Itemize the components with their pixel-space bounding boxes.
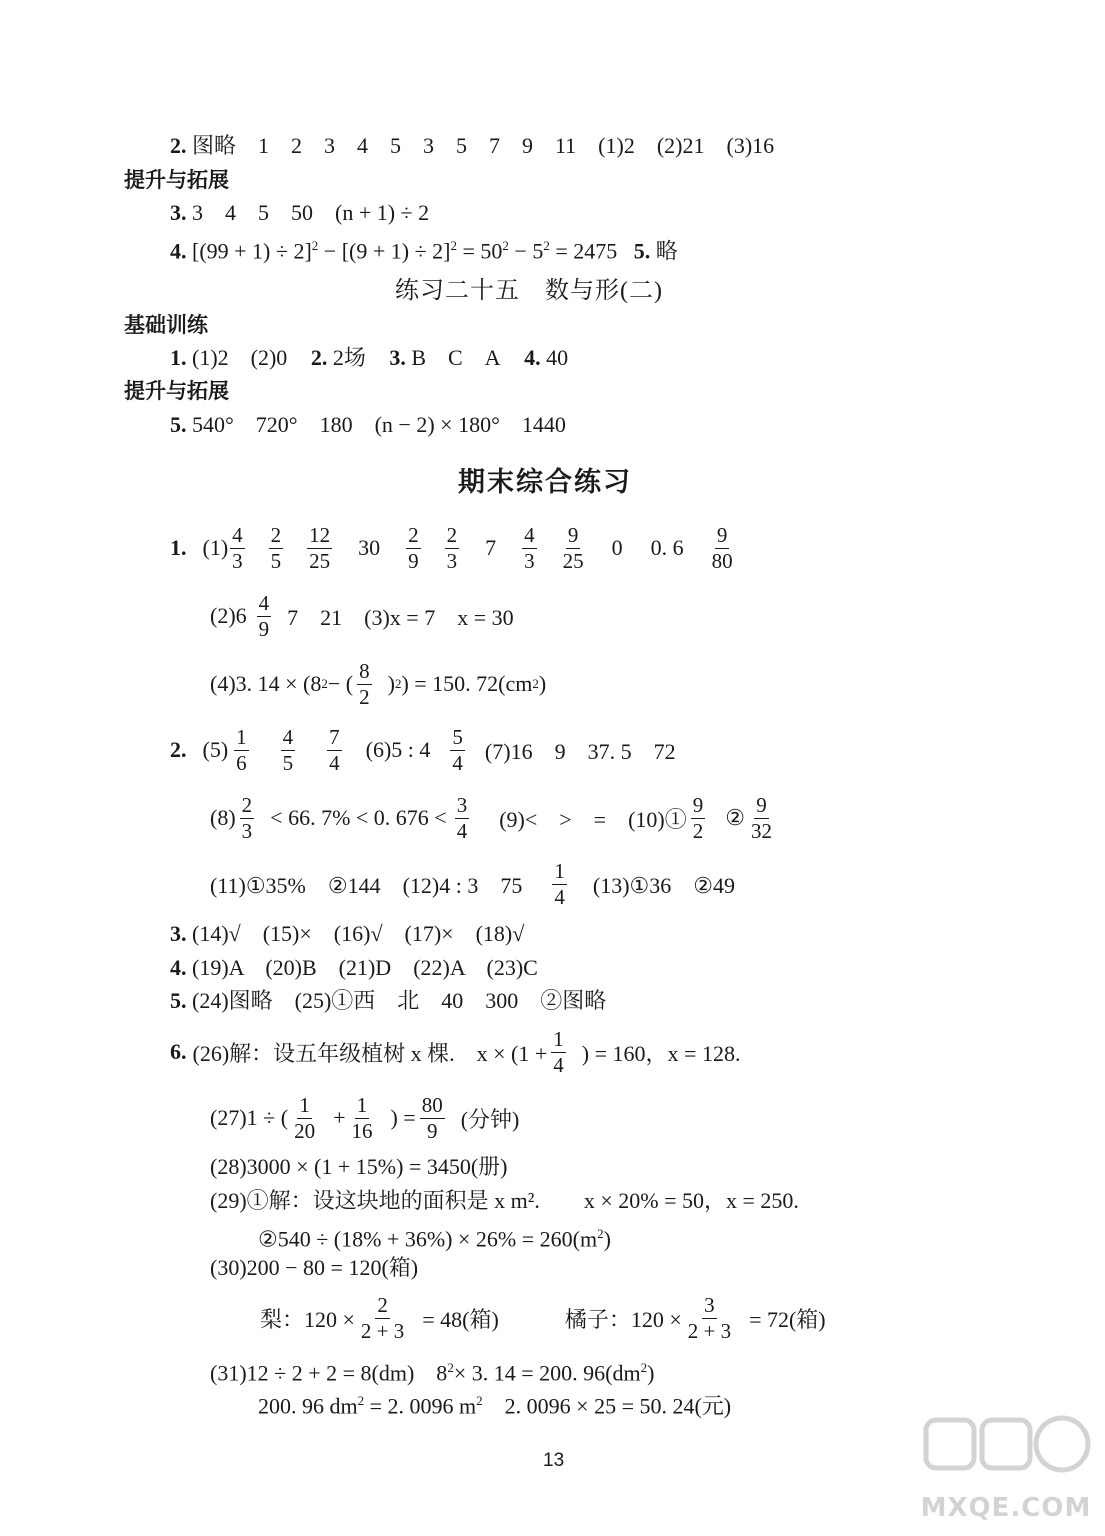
answer-text: (24)图略 (25)①西 北 40 300 ②图略: [192, 988, 607, 1013]
answer-text: (26)解：设五年级植树 x 棵. x × (1 +: [192, 1040, 548, 1066]
item-number: 4.: [170, 238, 187, 264]
fraction: [307, 524, 332, 571]
numerator: 1: [554, 859, 565, 884]
denominator: 25: [309, 548, 331, 573]
q2-row3: [210, 854, 751, 914]
denominator: 4: [456, 818, 468, 843]
fraction: [406, 524, 421, 571]
exponent: 2: [597, 1226, 604, 1241]
numerator: 2: [377, 1293, 388, 1318]
denominator: 80: [711, 548, 733, 573]
numerator: 9: [567, 523, 579, 548]
answer-text: = 2. 0096 m: [364, 1393, 477, 1419]
exponent: 2: [450, 238, 457, 253]
answer-list: [230, 524, 747, 571]
denominator: 32: [750, 818, 772, 843]
operator: +: [333, 1105, 346, 1130]
q6-row3: (28)3000 × (1 + 15%) = 3450(册): [210, 1154, 508, 1179]
answer-text: 2场: [332, 345, 366, 370]
fraction: [445, 524, 460, 571]
expr-part: − (: [327, 671, 354, 696]
expr-part: = 50: [457, 238, 503, 264]
item-number: 4.: [524, 345, 541, 370]
fraction: [691, 794, 706, 841]
denominator: 4: [554, 884, 565, 909]
numerator: 4: [282, 725, 294, 750]
sub-label: (1): [202, 535, 229, 560]
fraction: [349, 1094, 374, 1141]
fraction: [551, 1028, 566, 1075]
fraction: [234, 726, 249, 773]
item-number: 2.: [170, 133, 187, 158]
fraction: [455, 794, 470, 841]
answer-text: 略: [655, 238, 678, 264]
answer-line-1: [170, 343, 568, 373]
fraction: [710, 524, 735, 571]
numerator: 1: [299, 1093, 310, 1118]
denominator: 5: [270, 548, 282, 573]
fraction: [561, 524, 586, 571]
denominator: 9: [426, 1118, 438, 1143]
denominator: 16: [351, 1118, 373, 1143]
denominator: 25: [562, 548, 584, 573]
answer-text: ②: [725, 805, 745, 830]
sub-label: (5): [202, 737, 229, 762]
answer-text: 3 4 5 50 (n + 1) ÷ 2: [192, 200, 430, 225]
q6-row8: [210, 1353, 654, 1388]
denominator: 3: [446, 548, 458, 573]
exponent: 2: [321, 676, 328, 691]
numerator: 1: [356, 1093, 368, 1118]
item-number: 6.: [170, 1039, 187, 1064]
fraction: [257, 592, 272, 639]
numerator: 2: [241, 793, 253, 818]
numerator: 2: [446, 523, 458, 548]
answer-text: 7 21 (3)x = 7 x = 30: [287, 604, 514, 630]
answer-text: 2. 0096 × 25 = 50. 24(元): [482, 1393, 732, 1419]
denominator: 2: [359, 684, 370, 709]
numerator: 9: [692, 793, 704, 818]
section-heading: 提升与拓展: [124, 379, 229, 403]
numerator: 9: [756, 793, 767, 818]
expr-part: = 2475: [549, 238, 618, 264]
numerator: 12: [309, 523, 331, 548]
numerator: 4: [232, 523, 243, 548]
fraction: [686, 1294, 733, 1341]
fraction: [420, 1094, 445, 1141]
section-title: 练习二十五 数与形(二): [395, 278, 663, 304]
answer-text: × 3. 14 = 200. 96(dm: [453, 1360, 641, 1386]
answer-text: (1)2 (2)0: [192, 345, 288, 370]
item-number: 2.: [170, 737, 187, 762]
page-title: 期末综合练习: [458, 467, 632, 498]
fraction: [357, 660, 372, 707]
item-number: 1.: [170, 345, 187, 370]
answer-line-5b: [170, 986, 606, 1016]
answer-text: B C A: [411, 345, 501, 370]
q1-row2: [210, 586, 530, 646]
fraction: [522, 524, 537, 571]
expr-part: ): [387, 671, 395, 696]
numerator: 2: [408, 523, 419, 548]
answer-text: ): [603, 1226, 611, 1252]
q1-row3: [210, 654, 562, 714]
answer-text: 200. 96 dm: [258, 1393, 358, 1419]
answer-text: ): [647, 1360, 655, 1386]
q6-row4: (29)①解：设这块地的面积是 x m². x × 20% = 50，x = 250.: [210, 1188, 799, 1213]
q2-row1: [170, 720, 692, 780]
denominator: 9: [408, 548, 419, 573]
answer-line-3: [170, 198, 429, 228]
answer-line-2: [170, 131, 774, 161]
answer-text: 图略 1 2 3 4 5 3 5 7 9 11 (1)2 (2)21 (3)16: [192, 133, 775, 158]
numerator: 1: [236, 725, 247, 750]
numerator: 3: [456, 793, 468, 818]
q2-row2: [210, 788, 790, 848]
exponent: 2: [447, 1360, 454, 1375]
denominator: 4: [329, 750, 340, 775]
fraction: [292, 1094, 317, 1141]
answer-text: ) = 160，x = 128.: [581, 1040, 741, 1066]
fraction: [450, 726, 465, 773]
q6-row6: (30)200 − 80 = 120(箱): [210, 1255, 419, 1280]
expr-part: − [(9 + 1) ÷ 2]: [318, 238, 451, 264]
answer-text: (19)A (20)B (21)D (22)A (23)C: [192, 955, 538, 980]
numerator: 4: [524, 523, 535, 548]
q1-row1: [170, 518, 763, 578]
item-number: 2.: [310, 345, 328, 370]
answer-text: (9)< > = (10)①: [499, 806, 687, 832]
exponent: 2: [476, 1393, 483, 1408]
answer-line-4b: [170, 953, 538, 983]
answer-text: 40: [546, 345, 569, 370]
answer-text: ②540 ÷ (18% + 36%) × 26% = 260(m: [258, 1226, 598, 1252]
denominator: 5: [282, 750, 294, 775]
sub-label: (8): [210, 805, 236, 830]
item-number: 1.: [170, 535, 187, 560]
item-number: 4.: [170, 955, 187, 980]
answer-text: = 72(箱): [749, 1306, 826, 1332]
numerator: 8: [359, 659, 370, 684]
answer-text: (7)16 9 37. 5 72: [484, 738, 676, 764]
answer-line-4: [170, 231, 678, 266]
answer-line-3b: [170, 919, 524, 949]
answer-text: 梨：120 ×: [260, 1306, 355, 1332]
answer-text: (11)①35% ②144 (12)4 : 3 75: [210, 872, 523, 898]
item-number: 3.: [170, 921, 187, 946]
denominator: 6: [236, 750, 247, 775]
denominator: 2 + 3: [687, 1318, 732, 1343]
numerator: 2: [270, 523, 282, 548]
numerator: 3: [704, 1293, 715, 1318]
numerator: 80: [421, 1093, 443, 1118]
exponent: 2: [502, 238, 509, 253]
exponent: 2: [532, 676, 539, 691]
answer-line-5: [170, 410, 566, 440]
denominator: 4: [452, 750, 463, 775]
fraction: [359, 1294, 406, 1341]
answer-text: (13)①36 ②49: [592, 872, 735, 898]
denominator: 3: [241, 818, 253, 843]
denominator: 3: [524, 548, 535, 573]
fraction: [281, 726, 296, 773]
q6-row7: [260, 1288, 842, 1348]
exponent: 2: [543, 238, 550, 253]
answer-text: (分钟): [460, 1106, 520, 1132]
answer-text: = 48(箱) 橘子：120 ×: [422, 1306, 682, 1332]
q6-row1: [170, 1022, 756, 1082]
answer-value: 0. 6: [650, 535, 684, 560]
item-number: 5.: [170, 412, 187, 437]
answer-text: < 66. 7% < 0. 676 <: [270, 805, 447, 830]
answer-text: (31)12 ÷ 2 + 2 = 8(dm) 8: [210, 1360, 448, 1386]
item-number: 3.: [389, 345, 406, 370]
numerator: 9: [716, 523, 728, 548]
fraction: [230, 524, 245, 571]
watermark-logo: [920, 1410, 1095, 1530]
answer-text: ) =: [390, 1105, 416, 1130]
watermark-logo-graphic: [920, 1410, 1095, 1530]
item-number: 5.: [633, 238, 651, 264]
page-number: 13: [543, 1450, 565, 1471]
section-heading: 提升与拓展: [124, 168, 229, 192]
numerator: 7: [329, 725, 340, 750]
denominator: 20: [294, 1118, 316, 1143]
item-number: 3.: [170, 200, 187, 225]
denominator: 9: [258, 616, 270, 641]
item-number: 5.: [170, 988, 187, 1013]
fraction: [269, 524, 284, 571]
denominator: 4: [553, 1052, 564, 1077]
answer-value: 7: [485, 535, 497, 560]
expr-part: [(99 + 1) ÷ 2]: [192, 238, 312, 264]
exponent: 2: [640, 1360, 648, 1375]
expr-part: (4)3. 14 × (8: [210, 671, 322, 696]
expr-part: − 5: [508, 238, 544, 264]
fraction: [327, 726, 342, 773]
answer-value: 30: [358, 535, 381, 560]
q6-row5: [258, 1219, 611, 1254]
fraction: [552, 860, 567, 907]
expr-part: ) = 150. 72(cm: [401, 671, 533, 696]
numerator: 4: [258, 591, 270, 616]
svg-text:MXQE.COM: MXQE.COM: [920, 1493, 1092, 1523]
answer-text: (27)1 ÷ (: [210, 1105, 289, 1130]
numerator: 1: [553, 1027, 564, 1052]
expr-part: ): [538, 671, 547, 696]
exponent: 2: [394, 676, 402, 691]
numerator: 5: [452, 725, 463, 750]
q6-row2: [210, 1088, 535, 1148]
denominator: 3: [232, 548, 243, 573]
exponent: 2: [311, 238, 319, 253]
answer-text: 540° 720° 180 (n − 2) × 180° 1440: [192, 412, 566, 437]
answer-value: 0: [611, 535, 623, 560]
denominator: 2: [692, 818, 704, 843]
exponent: 2: [357, 1393, 365, 1408]
answer-text: (14)√ (15)× (16)√ (17)× (18)√: [192, 921, 525, 946]
q6-row9: [258, 1386, 731, 1421]
section-heading: 基础训练: [124, 313, 208, 337]
fraction: [240, 794, 255, 841]
denominator: 2 + 3: [360, 1318, 405, 1343]
fraction: [749, 794, 774, 841]
answer-text: (2)6: [210, 603, 247, 628]
answer-text: (6)5 : 4: [365, 737, 431, 762]
